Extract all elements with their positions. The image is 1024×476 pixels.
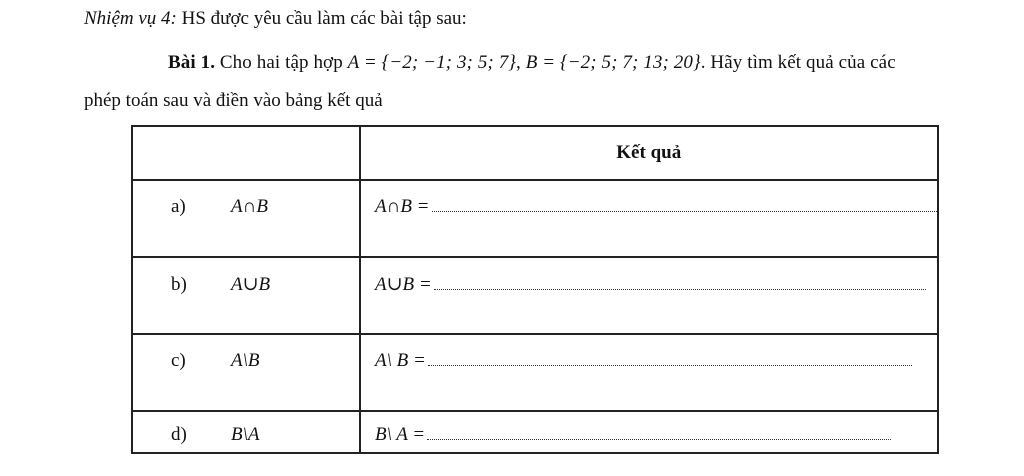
answer-blank[interactable] — [432, 197, 937, 212]
table-row — [132, 411, 938, 453]
set-b: B = {−2; 5; 7; 13; 20} — [525, 52, 701, 73]
row-label: d) — [171, 424, 187, 445]
table-row — [132, 334, 938, 411]
operation-cell — [132, 411, 360, 453]
exercise-instruction: . Hãy tìm kết quả của các — [700, 52, 896, 73]
header-result-cell: Kết quả — [360, 126, 938, 180]
answer-cell[interactable] — [360, 257, 938, 334]
task-text: HS được yêu cầu làm các bài tập sau: — [176, 8, 467, 29]
operation-expr: A∪B — [231, 274, 271, 295]
exercise-label: Bài 1. — [168, 52, 216, 73]
operation-cell — [132, 257, 360, 334]
exercise-statement — [168, 50, 896, 76]
set-separator: , — [516, 52, 526, 73]
answer-cell[interactable] — [360, 180, 938, 257]
operation-cell — [132, 180, 360, 257]
operation-expr: A\B — [231, 350, 260, 371]
answer-prefix: A∪B = — [375, 274, 432, 295]
table-row — [132, 257, 938, 334]
results-table — [131, 125, 939, 454]
answer-prefix: A\ B = — [375, 350, 426, 371]
exercise-intro: Cho hai tập hợp — [215, 52, 348, 73]
answer-blank[interactable] — [434, 275, 926, 290]
operation-cell — [132, 334, 360, 411]
operation-expr: A∩B — [231, 196, 268, 217]
answer-blank[interactable] — [427, 425, 891, 440]
answer-cell[interactable] — [360, 334, 938, 411]
task-heading — [84, 6, 467, 32]
set-a: A = {−2; −1; 3; 5; 7} — [347, 52, 517, 73]
operation-expr: B\A — [231, 424, 260, 445]
row-label: c) — [171, 350, 186, 371]
answer-prefix: B\ A = — [375, 424, 426, 445]
task-label: Nhiệm vụ 4: — [84, 8, 177, 29]
answer-prefix: A∩B = — [375, 196, 430, 217]
table-row — [132, 180, 938, 257]
answer-blank[interactable] — [428, 351, 912, 366]
table-header-row — [132, 126, 938, 180]
row-label: b) — [171, 274, 187, 295]
header-empty-cell — [132, 126, 360, 180]
exercise-instruction-continued: phép toán sau và điền vào bảng kết quả — [84, 90, 383, 111]
row-label: a) — [171, 196, 186, 217]
answer-cell[interactable] — [360, 411, 938, 453]
